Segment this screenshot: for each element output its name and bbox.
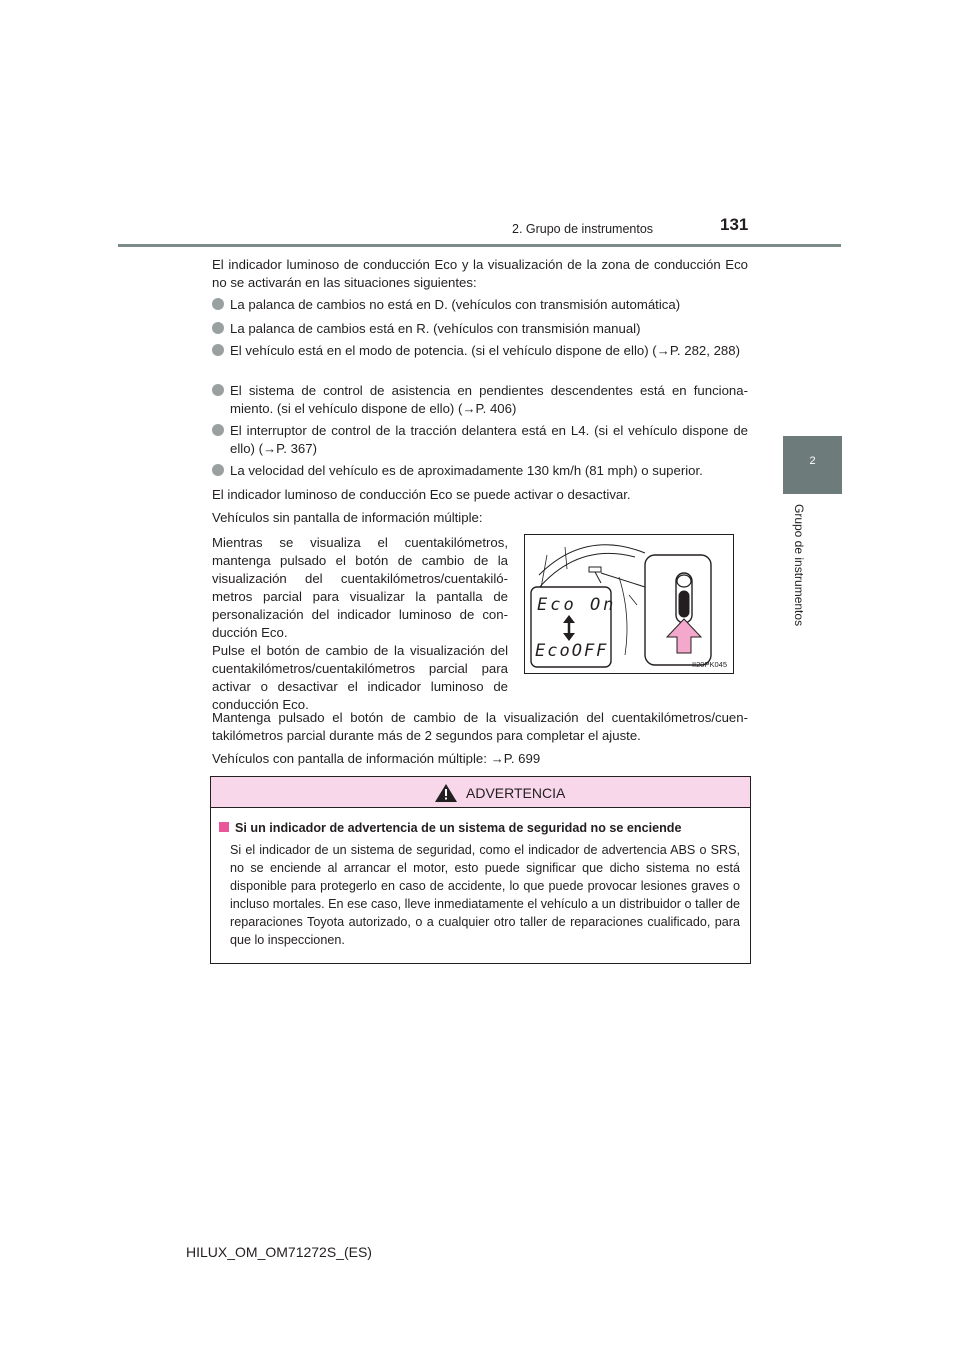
chapter-tab-number: 2 — [809, 455, 816, 467]
with-display-note: Vehículos con pantalla de información múltiple: →P. 699 — [212, 751, 541, 766]
figure-code: II20PK045 — [691, 660, 727, 669]
display-eco-off: EcoOFF — [535, 641, 609, 661]
bullet-item: El sistema de control de asistencia en pendientes descendentes está en funciona-miento. (si el vehículo dispone de ello) (→P. 406) — [212, 382, 748, 418]
warning-body: Si el indicador de un sistema de seguridad, como el indicador de advertencia ABS o SRS, no se enciende al arrancar el motor, esto puede significar que dicho sistema no está disponible para protegerlo en caso de accidente, lo que puede provocar lesiones graves o incluso mortales. En ese caso, lleve inmediatamente el vehículo a un distribuidor o taller de reparaciones Toyota autorizado, o a cualquier otro taller de reparaciones cualificado, para que lo inspeccionen. — [230, 843, 740, 947]
warning-triangle-icon — [435, 784, 457, 802]
warning-box — [210, 776, 751, 964]
warning-header — [211, 777, 750, 808]
bullet-dot-icon — [212, 464, 224, 476]
bullet-item: El interruptor de control de la tracción delantera está en L4. (si el vehículo dispone de ello) (→P. 367) — [212, 422, 748, 458]
bullet-item: La palanca de cambios no está en D. (vehículos con transmisión automática) — [212, 296, 748, 314]
chapter-tab-label: Grupo de instrumentos — [792, 504, 806, 627]
hold-instruction: Mientras se visualiza el cuentakilómetros, mantenga pulsado el botón de cambio de la visualización del cuentakilómetros/cuentakiló-metros parcial para visualizar la pantalla de personalización del indicador luminoso de con-ducción Eco. — [212, 535, 508, 640]
eco-display-illustration — [524, 534, 734, 674]
bullet-dot-icon — [212, 384, 224, 396]
toggle-note: El indicador luminoso de conducción Eco se puede activar o desactivar. — [212, 487, 631, 502]
bullet-dot-icon — [212, 344, 224, 356]
bullet-dot-icon — [212, 424, 224, 436]
complete-instruction: Mantenga pulsado el botón de cambio de la visualización del cuentakilómetros/cuen-takilómetros parcial durante más de 2 segundos para completar el ajuste. — [212, 710, 748, 743]
bullet-dot-icon — [212, 322, 224, 334]
eco-instructions — [212, 534, 508, 714]
running-header-section: 2. Grupo de instrumentos — [512, 222, 654, 236]
bullet-dot-icon — [212, 298, 224, 310]
bullet-item: La velocidad del vehículo es de aproximadamente 130 km/h (81 mph) o superior. — [212, 462, 748, 480]
display-eco-on: Eco On — [537, 595, 617, 615]
bullet-item: El vehículo está en el modo de potencia. (si el vehículo dispone de ello) (→P. 282, 288) — [212, 342, 748, 360]
header-rule — [118, 244, 841, 247]
intro-paragraph: El indicador luminoso de conducción Eco y la visualización de la zona de conducción Eco no se activarán en las situaciones siguientes: — [212, 257, 748, 290]
pink-square-icon — [219, 822, 229, 832]
no-display-heading: Vehículos sin pantalla de información múltiple: — [212, 510, 483, 525]
warning-title: ADVERTENCIA — [466, 785, 566, 801]
footer-document-code: HILUX_OM_OM71272S_(ES) — [186, 1244, 372, 1260]
bullet-item: La palanca de cambios está en R. (vehículos con transmisión manual) — [212, 320, 748, 338]
press-instruction: Pulse el botón de cambio de la visualización del cuentakilómetros/cuentakilómetros parcial para activar o desactivar el indicador luminoso de conducción Eco. — [212, 643, 508, 712]
warning-subtitle: Si un indicador de advertencia de un sistema de seguridad no se enciende — [219, 821, 682, 835]
page-number: 131 — [720, 215, 749, 234]
